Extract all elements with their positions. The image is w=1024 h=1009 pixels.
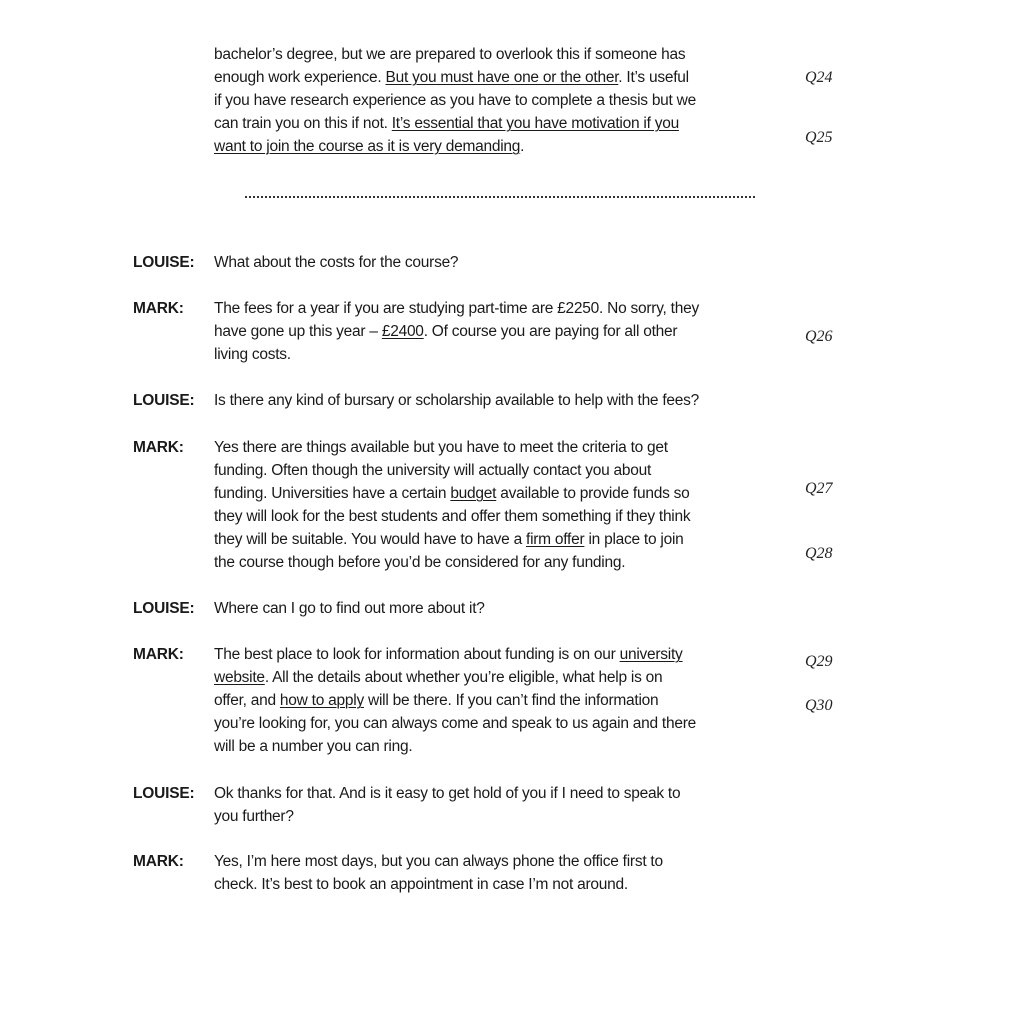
utterance xyxy=(214,597,794,620)
utterance xyxy=(214,436,794,574)
text-segment: if you have research experience as you have to complete a thesis but we xyxy=(214,92,696,109)
text-line xyxy=(214,782,794,805)
text-segment: Yes, I’m here most days, but you can always phone the office first to xyxy=(214,853,663,870)
text-line xyxy=(214,505,794,528)
text-segment: . It’s useful xyxy=(618,69,689,86)
utterance xyxy=(214,782,794,828)
answer-underline: But you must have one or the other xyxy=(385,69,619,86)
text-segment: funding. Often though the university will actually contact you about xyxy=(214,462,652,479)
speaker-label: LOUISE: xyxy=(133,785,195,802)
speaker-label: MARK: xyxy=(133,300,184,317)
text-line xyxy=(214,135,794,158)
text-line xyxy=(214,343,794,366)
utterance xyxy=(214,643,794,758)
utterance xyxy=(214,850,794,896)
utterance xyxy=(214,389,794,412)
question-number: Q27 xyxy=(805,480,833,498)
section-separator xyxy=(245,186,755,198)
answer-underline: £2400 xyxy=(381,323,424,340)
text-segment: can train you on this if not. xyxy=(214,115,392,132)
text-segment: have gone up this year – xyxy=(214,323,382,340)
text-line xyxy=(214,850,794,873)
text-line xyxy=(214,597,794,620)
text-line xyxy=(214,551,794,574)
question-number: Q29 xyxy=(805,652,833,670)
utterance xyxy=(214,297,794,366)
text-segment: living costs. xyxy=(214,346,291,363)
text-segment: . xyxy=(520,138,525,155)
answer-underline: how to apply xyxy=(279,692,364,709)
text-line xyxy=(214,712,794,735)
text-segment: the course though before you’d be considered for any funding. xyxy=(214,554,626,571)
utterance xyxy=(214,251,794,274)
answer-underline: want to join the course as it is very demanding xyxy=(214,138,521,155)
text-line xyxy=(214,666,794,689)
text-line xyxy=(214,89,794,112)
speaker-label: LOUISE: xyxy=(133,600,195,617)
question-number: Q26 xyxy=(805,327,833,345)
text-segment: offer, and xyxy=(214,692,280,709)
text-line xyxy=(214,43,794,66)
text-line xyxy=(214,873,794,896)
text-segment: . All the details about whether you’re eligible, what help is on xyxy=(264,669,663,686)
speaker-label: MARK: xyxy=(133,853,184,870)
speaker-label: LOUISE: xyxy=(133,254,195,271)
text-line xyxy=(214,251,794,274)
text-segment: Where can I go to find out more about it? xyxy=(214,600,485,617)
text-segment: What about the costs for the course? xyxy=(214,254,459,271)
text-segment: will be a number you can ring. xyxy=(214,738,413,755)
text-line xyxy=(214,805,794,828)
question-number: Q25 xyxy=(805,128,833,146)
text-line xyxy=(214,297,794,320)
text-line xyxy=(214,482,794,505)
text-line xyxy=(214,735,794,758)
answer-underline: website xyxy=(214,669,265,686)
text-line xyxy=(214,689,794,712)
text-segment: Is there any kind of bursary or scholarship available to help with the fees? xyxy=(214,392,700,409)
question-number: Q24 xyxy=(805,69,833,86)
question-number: Q28 xyxy=(805,544,833,562)
text-segment: they will look for the best students and offer them something if they think xyxy=(214,508,691,525)
text-segment: funding. Universities have a certain xyxy=(214,485,451,502)
answer-underline: It’s essential that you have motivation if you xyxy=(391,115,679,132)
text-segment: will be there. If you can’t find the information xyxy=(363,692,659,709)
utterance xyxy=(214,43,794,158)
answer-underline: firm offer xyxy=(526,531,585,548)
answer-underline: budget xyxy=(450,485,497,502)
text-line xyxy=(214,112,794,135)
speaker-label: LOUISE: xyxy=(133,392,195,409)
text-line xyxy=(214,459,794,482)
text-segment: check. It’s best to book an appointment in case I’m not around. xyxy=(214,876,628,893)
text-segment: bachelor’s degree, but we are prepared to overlook this if someone has xyxy=(214,46,686,63)
question-number: Q30 xyxy=(805,696,833,714)
text-segment: The fees for a year if you are studying part-time are £2250. No sorry, they xyxy=(214,300,699,317)
answer-underline: university xyxy=(619,646,683,663)
text-segment: they will be suitable. You would have to have a xyxy=(214,531,527,548)
text-segment: enough work experience. xyxy=(214,69,386,86)
text-line xyxy=(214,436,794,459)
text-segment: you’re looking for, you can always come and speak to us again and there xyxy=(214,715,697,732)
text-segment: you further? xyxy=(214,808,294,825)
text-line xyxy=(214,320,794,343)
text-segment: in place to join xyxy=(584,531,684,548)
text-line xyxy=(214,643,794,666)
text-segment: . Of course you are paying for all other xyxy=(423,323,678,340)
text-segment: Yes there are things available but you have to meet the criteria to get xyxy=(214,439,668,456)
text-segment: Ok thanks for that. And is it easy to get hold of you if I need to speak to xyxy=(214,785,681,802)
text-line xyxy=(214,389,794,412)
text-segment: available to provide funds so xyxy=(496,485,690,502)
text-line xyxy=(214,528,794,551)
speaker-label: MARK: xyxy=(133,646,184,663)
speaker-label: MARK: xyxy=(133,439,184,456)
text-line xyxy=(214,66,794,89)
text-segment: The best place to look for information about funding is on our xyxy=(214,646,620,663)
